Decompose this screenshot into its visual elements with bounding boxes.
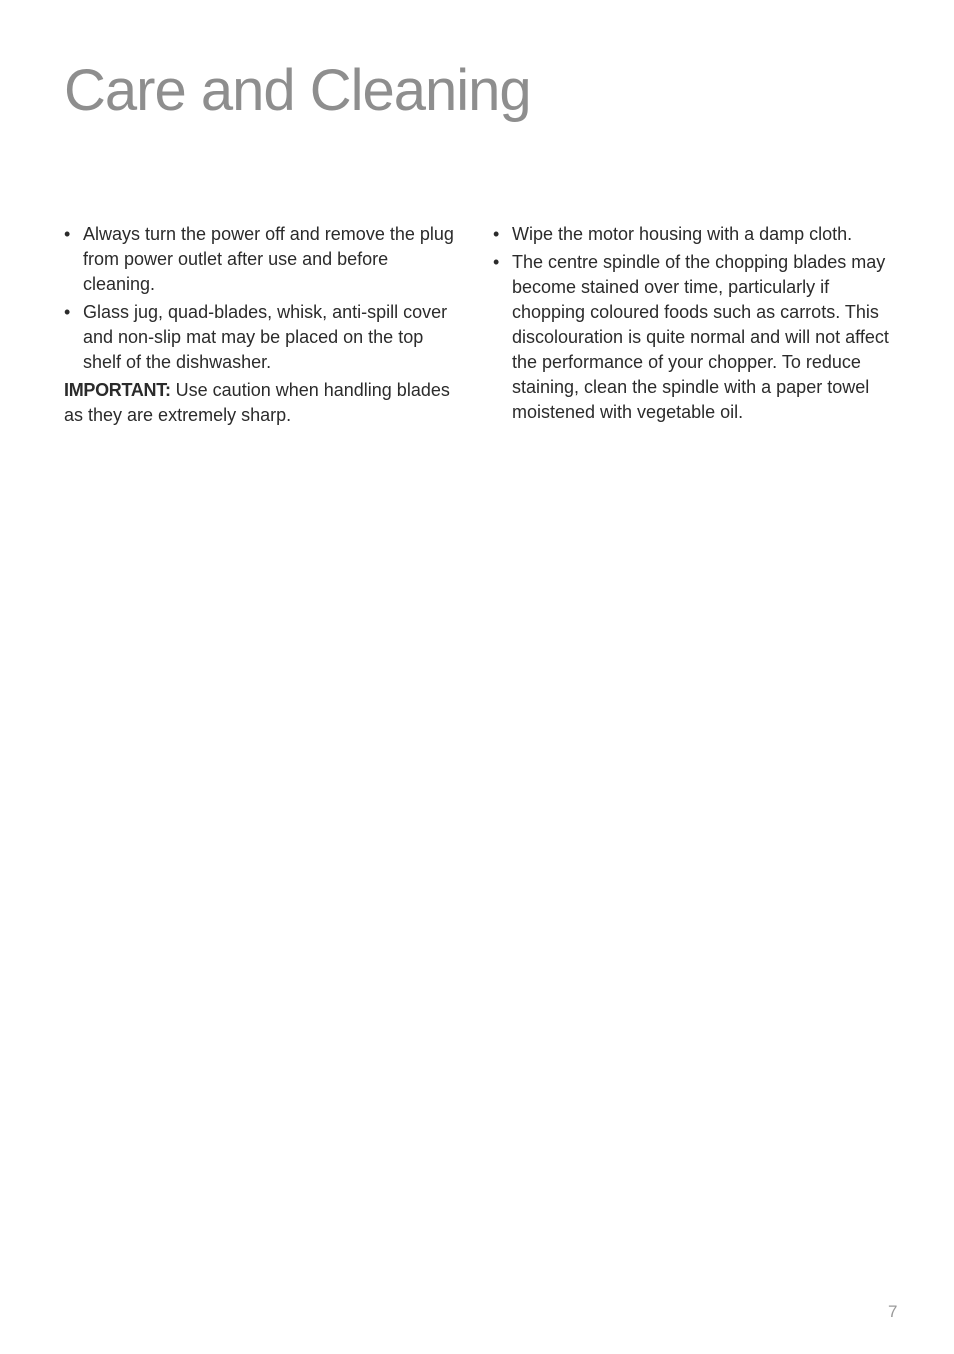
list-item [64, 300, 464, 375]
page-number: 7 [888, 1302, 898, 1321]
bullet-icon: • [493, 252, 500, 272]
important-note [64, 378, 464, 428]
bullet-icon: • [493, 224, 500, 244]
list-item [493, 222, 893, 247]
list-item-text: The centre spindle of the chopping blades may become stained over time, particularly if chopping coloured foods such as carrots. This discolouration is quite normal and will not affect the performance of your chopper. To reduce staining, clean the spindle with a paper towel moistened with vegetable oil. [512, 252, 889, 422]
right-column [493, 222, 893, 428]
list-item [493, 250, 893, 425]
bullet-icon: • [64, 302, 71, 322]
left-bullet-list [64, 222, 464, 375]
important-label: IMPORTANT: [64, 380, 171, 400]
list-item-text: Glass jug, quad-blades, whisk, anti-spill cover and non-slip mat may be placed on the top shelf of the dishwasher. [83, 302, 448, 372]
page-title: Care and Cleaning [64, 58, 531, 123]
bullet-icon: • [64, 224, 71, 244]
list-item-text: Always turn the power off and remove the plug from power outlet after use and before cleaning. [83, 224, 454, 294]
list-item [64, 222, 464, 297]
important-text: Use caution when handling blades as they are extremely sharp. [64, 380, 450, 425]
list-item-text: Wipe the motor housing with a damp cloth. [512, 224, 853, 244]
right-bullet-list [493, 222, 893, 425]
left-column [64, 222, 464, 428]
